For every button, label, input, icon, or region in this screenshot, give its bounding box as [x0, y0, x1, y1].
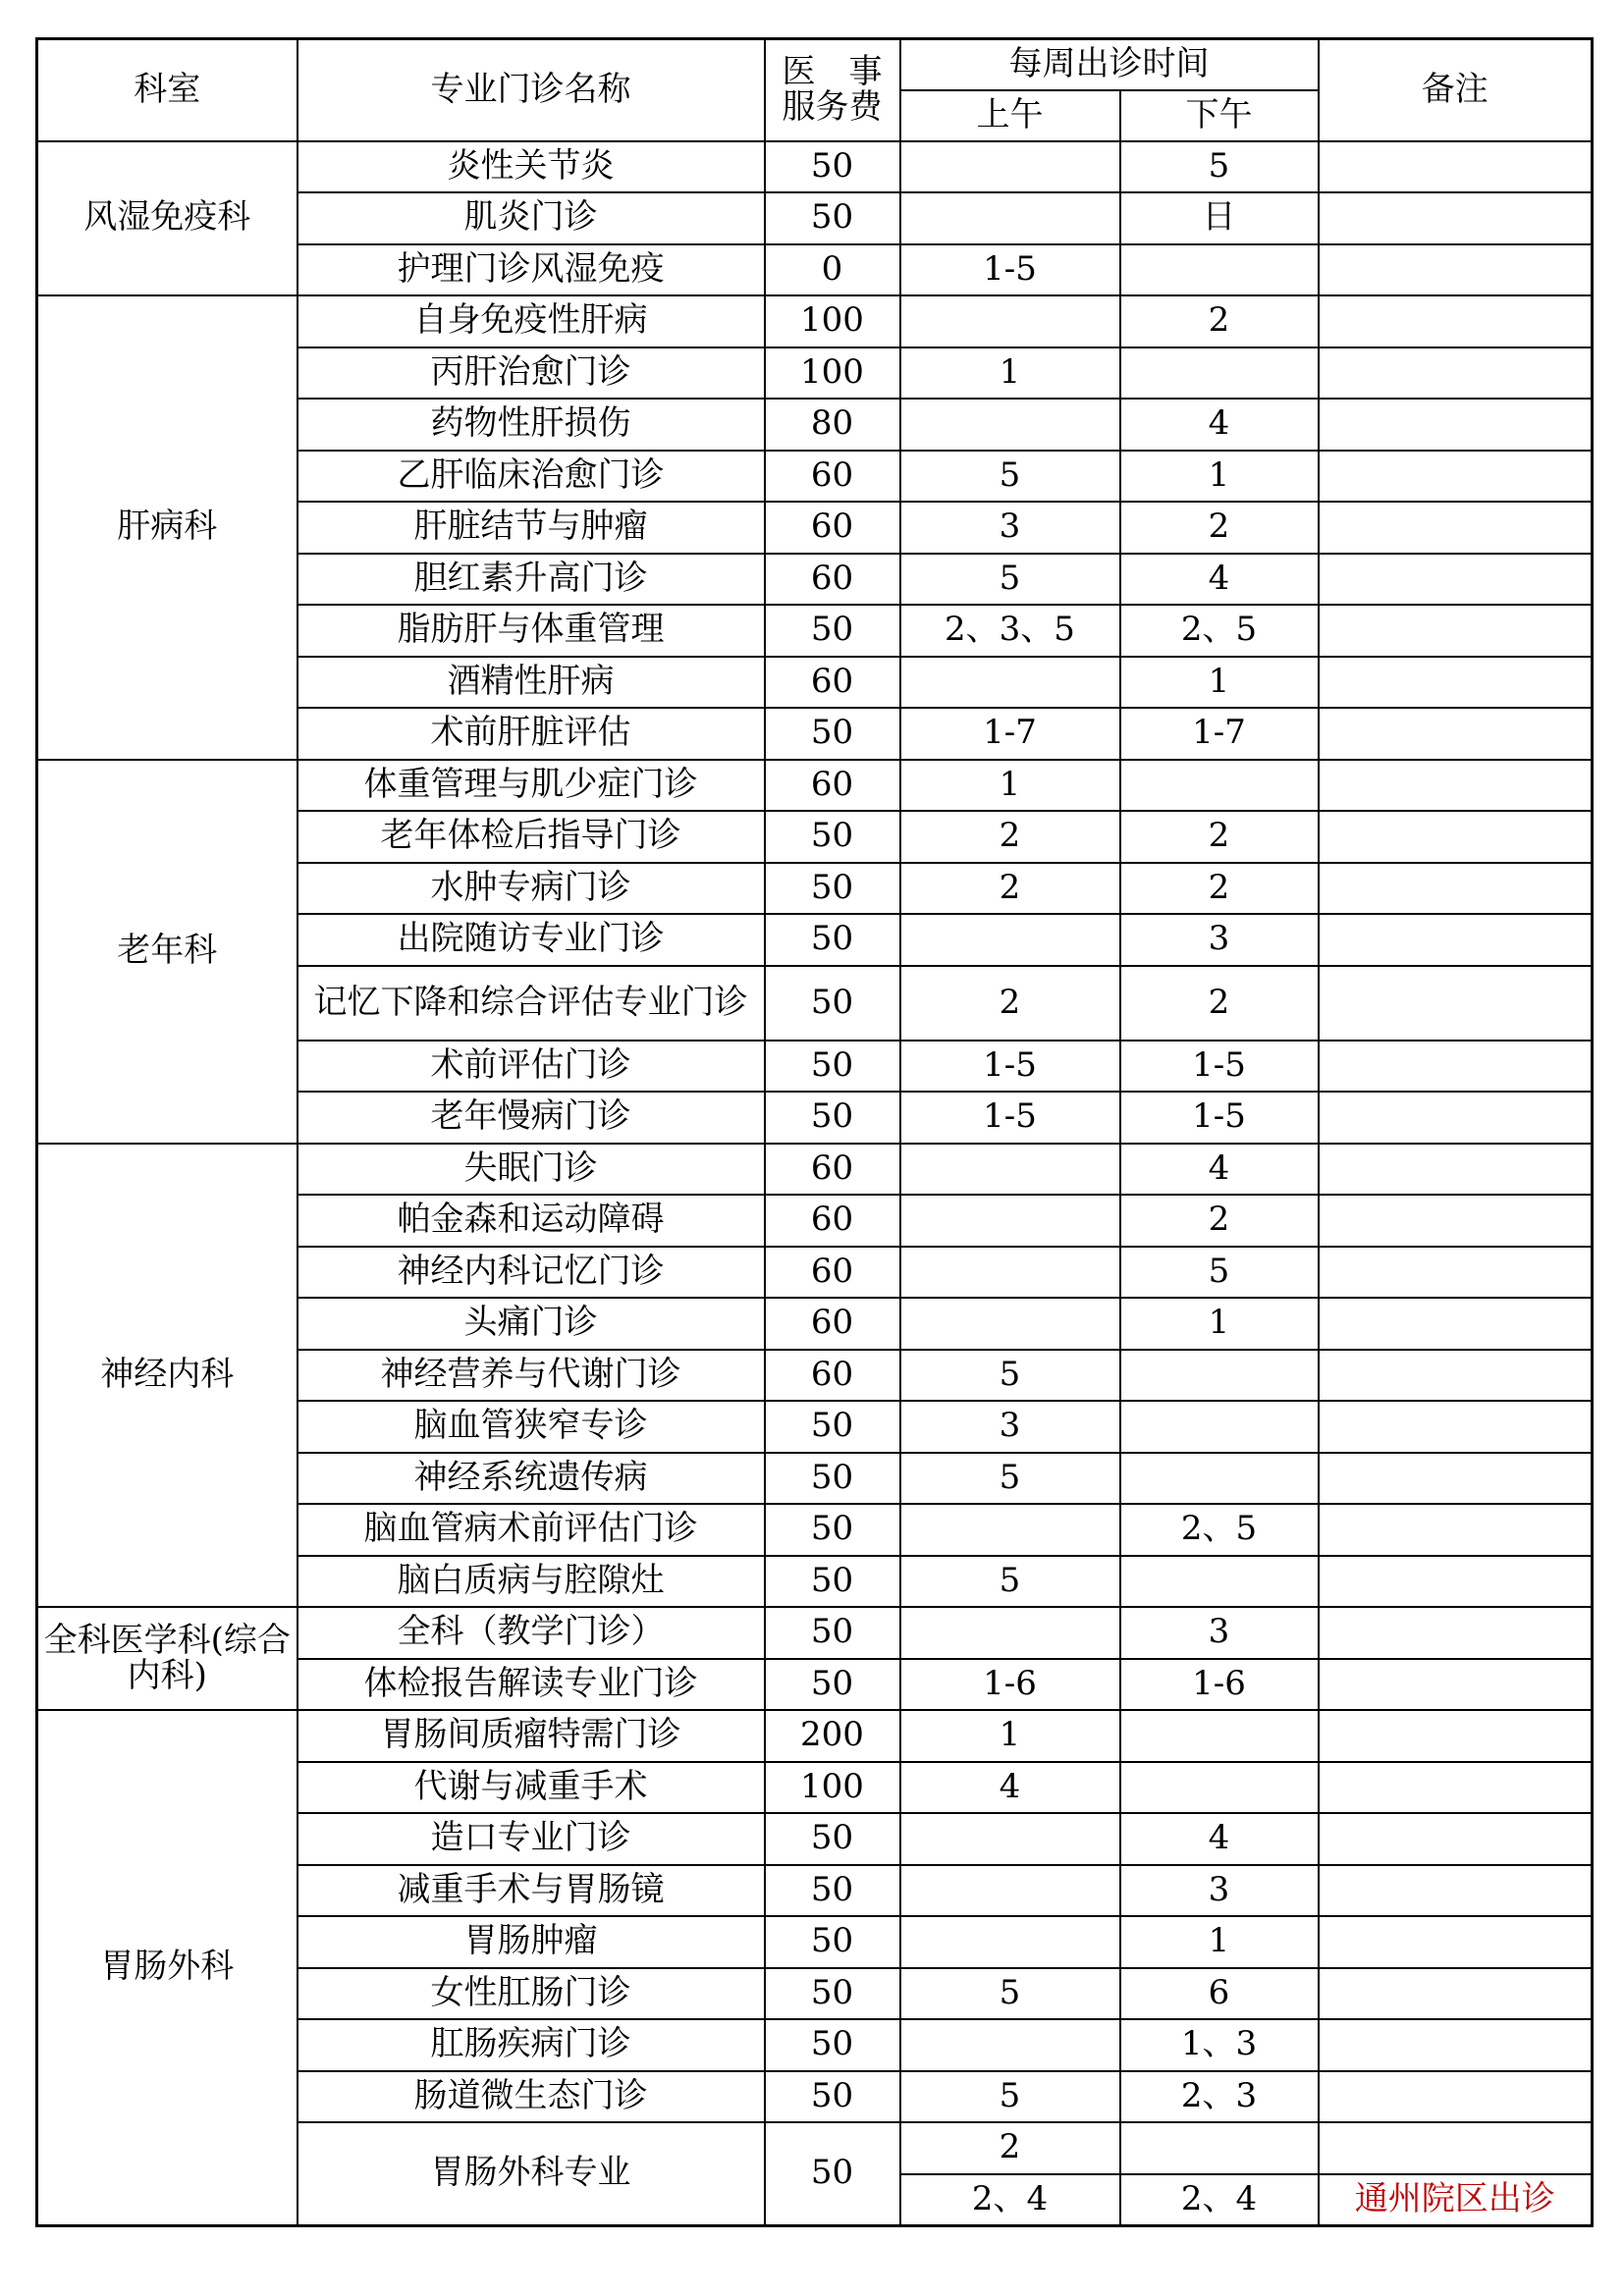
fee-cell: 50 [765, 1607, 900, 1659]
clinic-name-cell: 自身免疫性肝病 [298, 295, 765, 347]
fee-cell: 50 [765, 1916, 900, 1968]
am-cell: 2 [900, 863, 1120, 915]
remark-cell [1319, 347, 1593, 400]
fee-cell: 100 [765, 1762, 900, 1814]
pm-cell [1120, 1350, 1319, 1402]
pm-cell: 1 [1120, 657, 1319, 709]
fee-cell: 60 [765, 502, 900, 554]
fee-cell: 50 [765, 2122, 900, 2225]
pm-cell: 5 [1120, 1247, 1319, 1299]
fee-cell: 50 [765, 1453, 900, 1505]
remark-cell [1319, 1916, 1593, 1968]
clinic-name-cell: 失眠门诊 [298, 1144, 765, 1196]
clinic-name-cell: 肠道微生态门诊 [298, 2071, 765, 2123]
am-cell [900, 295, 1120, 347]
fee-cell: 50 [765, 863, 900, 915]
remark-cell [1319, 451, 1593, 503]
clinic-name-cell: 神经系统遗传病 [298, 1453, 765, 1505]
remark-cell [1319, 1813, 1593, 1865]
am-cell [900, 657, 1120, 709]
pm-cell [1120, 347, 1319, 400]
pm-cell: 2 [1120, 1195, 1319, 1247]
fee-cell: 60 [765, 1144, 900, 1196]
fee-cell: 50 [765, 811, 900, 863]
fee-cell: 0 [765, 244, 900, 296]
clinic-name-cell: 造口专业门诊 [298, 1813, 765, 1865]
am-cell [900, 1195, 1120, 1247]
clinic-name-cell: 老年体检后指导门诊 [298, 811, 765, 863]
am-cell: 1-5 [900, 1041, 1120, 1093]
pm-cell: 1、3 [1120, 2019, 1319, 2071]
fee-cell: 50 [765, 1041, 900, 1093]
am-cell: 2、4 [900, 2174, 1120, 2226]
department-cell: 老年科 [37, 760, 298, 1144]
am-cell [900, 1607, 1120, 1659]
am-cell: 1-5 [900, 244, 1120, 296]
fee-cell: 100 [765, 295, 900, 347]
remark-cell [1319, 760, 1593, 812]
pm-cell: 4 [1120, 1813, 1319, 1865]
remark-cell [1319, 244, 1593, 296]
am-cell: 5 [900, 1350, 1120, 1402]
pm-cell: 3 [1120, 1865, 1319, 1917]
pm-cell: 2、5 [1120, 605, 1319, 657]
clinic-name-cell: 肛肠疾病门诊 [298, 2019, 765, 2071]
table-row [37, 295, 1593, 347]
am-cell: 1-5 [900, 1092, 1120, 1144]
am-cell: 3 [900, 1401, 1120, 1453]
clinic-name-cell: 水肿专病门诊 [298, 863, 765, 915]
am-cell [900, 1865, 1120, 1917]
clinic-name-cell: 丙肝治愈门诊 [298, 347, 765, 400]
pm-cell: 2 [1120, 966, 1319, 1041]
pm-cell: 4 [1120, 399, 1319, 451]
fee-cell: 60 [765, 1195, 900, 1247]
am-cell [900, 914, 1120, 966]
am-cell [900, 1144, 1120, 1196]
pm-cell: 2 [1120, 811, 1319, 863]
clinic-name-cell: 全科（教学门诊） [298, 1607, 765, 1659]
pm-cell: 1 [1120, 1916, 1319, 1968]
fee-cell: 60 [765, 1350, 900, 1402]
pm-cell: 4 [1120, 1144, 1319, 1196]
pm-cell: 1-7 [1120, 708, 1319, 760]
fee-cell: 60 [765, 554, 900, 606]
remark-cell [1319, 2019, 1593, 2071]
remark-cell [1319, 1041, 1593, 1093]
pm-cell: 3 [1120, 1607, 1319, 1659]
am-cell: 2 [900, 811, 1120, 863]
am-cell: 2 [900, 2122, 1120, 2174]
clinic-name-cell: 酒精性肝病 [298, 657, 765, 709]
clinic-name-cell: 头痛门诊 [298, 1298, 765, 1350]
fee-cell: 50 [765, 708, 900, 760]
table-row [37, 760, 1593, 812]
fee-cell: 50 [765, 1813, 900, 1865]
fee-cell: 60 [765, 1298, 900, 1350]
clinic-name-cell: 炎性关节炎 [298, 141, 765, 193]
pm-cell: 2 [1120, 295, 1319, 347]
pm-cell [1120, 1556, 1319, 1608]
remark-cell [1319, 708, 1593, 760]
pm-cell: 2 [1120, 863, 1319, 915]
remark-cell [1319, 1144, 1593, 1196]
remark-cell [1319, 1607, 1593, 1659]
pm-cell: 1-5 [1120, 1092, 1319, 1144]
clinic-name-cell: 代谢与减重手术 [298, 1762, 765, 1814]
clinic-schedule-table [35, 37, 1594, 2227]
am-cell: 5 [900, 554, 1120, 606]
pm-cell [1120, 244, 1319, 296]
remark-cell [1319, 1504, 1593, 1556]
department-cell: 肝病科 [37, 295, 298, 760]
remark-cell [1319, 1195, 1593, 1247]
remark-cell [1319, 399, 1593, 451]
fee-cell: 50 [765, 1092, 900, 1144]
remark-cell [1319, 863, 1593, 915]
header-weekly-time: 每周出诊时间 [900, 39, 1319, 90]
clinic-name-cell: 脂肪肝与体重管理 [298, 605, 765, 657]
fee-cell: 50 [765, 141, 900, 193]
remark-cell [1319, 605, 1593, 657]
am-cell: 5 [900, 1968, 1120, 2020]
am-cell: 5 [900, 2071, 1120, 2123]
clinic-name-cell: 胆红素升高门诊 [298, 554, 765, 606]
department-cell: 神经内科 [37, 1144, 298, 1608]
remark-cell [1319, 914, 1593, 966]
clinic-name-cell: 老年慢病门诊 [298, 1092, 765, 1144]
remark-cell [1319, 2071, 1593, 2123]
fee-cell: 50 [765, 2071, 900, 2123]
clinic-name-cell: 脑血管狭窄专诊 [298, 1401, 765, 1453]
remark-cell [1319, 2122, 1593, 2174]
remark-cell [1319, 1865, 1593, 1917]
am-cell: 2、3、5 [900, 605, 1120, 657]
am-cell: 1-7 [900, 708, 1120, 760]
pm-cell: 日 [1120, 192, 1319, 244]
am-cell: 1 [900, 347, 1120, 400]
pm-cell: 1 [1120, 451, 1319, 503]
pm-cell [1120, 1710, 1319, 1762]
header-dept: 科室 [37, 39, 298, 141]
clinic-name-cell: 药物性肝损伤 [298, 399, 765, 451]
clinic-name-cell: 减重手术与胃肠镜 [298, 1865, 765, 1917]
department-cell: 胃肠外科 [37, 1710, 298, 2225]
am-cell [900, 141, 1120, 193]
header-fee-line1: 医 事 [782, 52, 883, 92]
pm-cell: 4 [1120, 554, 1319, 606]
fee-cell: 50 [765, 1865, 900, 1917]
fee-cell: 50 [765, 914, 900, 966]
remark-cell [1319, 1762, 1593, 1814]
remark-cell [1319, 1453, 1593, 1505]
pm-cell [1120, 2122, 1319, 2174]
remark-cell [1319, 502, 1593, 554]
pm-cell: 2、4 [1120, 2174, 1319, 2226]
remark-cell [1319, 1092, 1593, 1144]
remark-cell [1319, 966, 1593, 1041]
department-cell: 风湿免疫科 [37, 141, 298, 296]
fee-cell: 50 [765, 1504, 900, 1556]
clinic-name-cell: 术前评估门诊 [298, 1041, 765, 1093]
header-remark: 备注 [1319, 39, 1593, 141]
clinic-name-cell: 记忆下降和综合评估专业门诊 [298, 966, 765, 1041]
clinic-name-cell: 乙肝临床治愈门诊 [298, 451, 765, 503]
fee-cell: 50 [765, 1968, 900, 2020]
am-cell: 1 [900, 760, 1120, 812]
remark-cell [1319, 657, 1593, 709]
clinic-name-cell: 帕金森和运动障碍 [298, 1195, 765, 1247]
remark-cell [1319, 1556, 1593, 1608]
am-cell [900, 399, 1120, 451]
remark-cell [1319, 1247, 1593, 1299]
remark-cell [1319, 1968, 1593, 2020]
am-cell [900, 192, 1120, 244]
clinic-name-cell: 肌炎门诊 [298, 192, 765, 244]
clinic-name-cell: 脑血管病术前评估门诊 [298, 1504, 765, 1556]
am-cell: 4 [900, 1762, 1120, 1814]
fee-cell: 50 [765, 1401, 900, 1453]
am-cell [900, 1813, 1120, 1865]
fee-cell: 50 [765, 1556, 900, 1608]
clinic-name-cell: 术前肝脏评估 [298, 708, 765, 760]
header-fee-line2: 服务费 [782, 86, 883, 127]
fee-cell: 80 [765, 399, 900, 451]
table-row [37, 1144, 1593, 1196]
clinic-name-cell: 胃肠肿瘤 [298, 1916, 765, 1968]
header-row [37, 39, 1593, 90]
remark-cell [1319, 811, 1593, 863]
table-row [37, 141, 1593, 193]
fee-cell: 50 [765, 966, 900, 1041]
header-pm: 下午 [1120, 90, 1319, 141]
fee-cell: 50 [765, 192, 900, 244]
clinic-name-cell: 脑白质病与腔隙灶 [298, 1556, 765, 1608]
clinic-name-cell: 体重管理与肌少症门诊 [298, 760, 765, 812]
header-fee [765, 39, 900, 141]
am-cell [900, 1298, 1120, 1350]
header-clinic-name: 专业门诊名称 [298, 39, 765, 141]
clinic-name-cell: 女性肛肠门诊 [298, 1968, 765, 2020]
pm-cell [1120, 1401, 1319, 1453]
pm-cell: 3 [1120, 914, 1319, 966]
am-cell: 1 [900, 1710, 1120, 1762]
pm-cell: 1-5 [1120, 1041, 1319, 1093]
pm-cell: 2、3 [1120, 2071, 1319, 2123]
am-cell [900, 2019, 1120, 2071]
clinic-name-cell: 神经内科记忆门诊 [298, 1247, 765, 1299]
am-cell: 5 [900, 451, 1120, 503]
am-cell: 3 [900, 502, 1120, 554]
clinic-name-cell: 胃肠外科专业 [298, 2122, 765, 2225]
am-cell: 5 [900, 1453, 1120, 1505]
header-am: 上午 [900, 90, 1120, 141]
fee-cell: 200 [765, 1710, 900, 1762]
pm-cell: 2、5 [1120, 1504, 1319, 1556]
am-cell [900, 1916, 1120, 1968]
pm-cell [1120, 760, 1319, 812]
fee-cell: 60 [765, 657, 900, 709]
am-cell [900, 1504, 1120, 1556]
department-cell: 全科医学科(综合内科) [37, 1607, 298, 1710]
pm-cell [1120, 1762, 1319, 1814]
am-cell: 5 [900, 1556, 1120, 1608]
pm-cell: 1 [1120, 1298, 1319, 1350]
fee-cell: 50 [765, 2019, 900, 2071]
remark-cell: 通州院区出诊 [1319, 2174, 1593, 2226]
remark-cell [1319, 1350, 1593, 1402]
remark-cell [1319, 295, 1593, 347]
am-cell: 2 [900, 966, 1120, 1041]
table-row [37, 1607, 1593, 1659]
pm-cell: 5 [1120, 141, 1319, 193]
remark-cell [1319, 1659, 1593, 1711]
clinic-name-cell: 出院随访专业门诊 [298, 914, 765, 966]
clinic-name-cell: 胃肠间质瘤特需门诊 [298, 1710, 765, 1762]
remark-cell [1319, 141, 1593, 193]
am-cell: 1-6 [900, 1659, 1120, 1711]
remark-cell [1319, 1298, 1593, 1350]
fee-cell: 100 [765, 347, 900, 400]
table-row [37, 1710, 1593, 1762]
pm-cell: 2 [1120, 502, 1319, 554]
fee-cell: 60 [765, 760, 900, 812]
remark-cell [1319, 1401, 1593, 1453]
remark-cell [1319, 554, 1593, 606]
pm-cell [1120, 1453, 1319, 1505]
clinic-name-cell: 体检报告解读专业门诊 [298, 1659, 765, 1711]
remark-cell [1319, 192, 1593, 244]
pm-cell: 6 [1120, 1968, 1319, 2020]
am-cell [900, 1247, 1120, 1299]
clinic-name-cell: 护理门诊风湿免疫 [298, 244, 765, 296]
fee-cell: 50 [765, 605, 900, 657]
fee-cell: 60 [765, 451, 900, 503]
fee-cell: 60 [765, 1247, 900, 1299]
remark-cell [1319, 1710, 1593, 1762]
clinic-name-cell: 肝脏结节与肿瘤 [298, 502, 765, 554]
pm-cell: 1-6 [1120, 1659, 1319, 1711]
clinic-name-cell: 神经营养与代谢门诊 [298, 1350, 765, 1402]
fee-cell: 50 [765, 1659, 900, 1711]
